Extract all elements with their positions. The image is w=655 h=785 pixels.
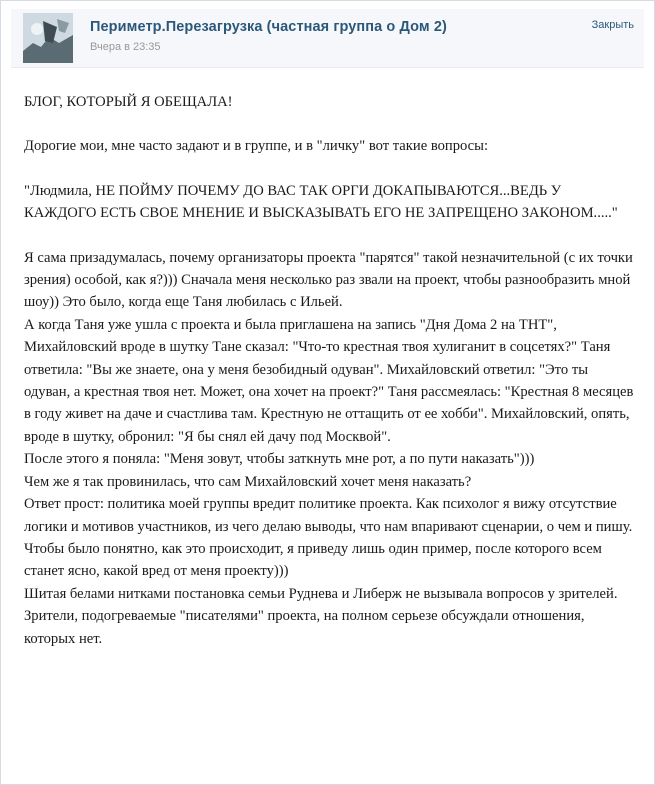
post-paragraph: А когда Таня уже ушла с проекта и была приглашена на запись "Дня Дома 2 на ТНТ", Михайловский вроде в шутку Тане сказал: "Что-то крестная твоя хулиганит в соцсетях?" Таня ответила: "Вы же знаете, она у меня безобидный одуван". Михайловский ответил: "Это ты одуван, а крестная твоя нет. Может, она хочет на проект?" Таня рассмеялась: "Крестная 8 месяцев в году живет на даче и счастлива там. Крестную не оттащить от ее хобби". Михайловский, опять, вроде в шутку, обронил: "Я бы снял ей дачу под Москвой".	[24, 316, 634, 445]
post-header	[11, 9, 644, 68]
post-paragraph: После этого я поняла: "Меня зовут, чтобы заткнуть мне рот, а по пути наказать")))	[24, 451, 535, 468]
post-paragraph: Чем же я так провинилась, что сам Михайловский хочет меня наказать?	[24, 473, 472, 490]
post-paragraph: Чтобы было понятно, как это происходит, я приведу лишь один пример, после которого всем станет ясно, какой вред от меня проекту)))	[24, 540, 602, 580]
post-timestamp[interactable]: Вчера в 23:35	[90, 41, 161, 53]
post-body	[24, 91, 634, 650]
group-title[interactable]: Периметр.Перезагрузка (частная группа о Дом 2)	[90, 19, 447, 35]
post-quote: "Людмила, НЕ ПОЙМУ ПОЧЕМУ ДО ВАС ТАК ОРГИ ДОКАПЫВАЮТСЯ...ВЕДЬ У КАЖДОГО ЕСТЬ СВОЕ МНЕНИЕ И ВЫСКАЗЫВАТЬ ЕГО НЕ ЗАПРЕЩЕНО ЗАКОНОМ....."	[24, 182, 618, 222]
post-paragraph: Ответ прост: политика моей группы вредит политике проекта. Как психолог я вижу отсутствие логики и мотивов участников, из чего делаю выводы, что нам впаривают сценарии, о чем и пишу.	[24, 496, 633, 535]
close-button[interactable]: Закрыть	[591, 19, 634, 31]
group-avatar-icon[interactable]	[23, 13, 73, 63]
post-paragraph: Я сама призадумалась, почему организаторы проекта "парятся" такой незначительной (с их точки зрения) особой, как я?))) Сначала меня несколько раз звали на проект, чтобы разнообразить мной шоу)) Это было, когда еще Таня любилась с Ильей.	[24, 249, 633, 311]
post-heading: БЛОГ, КОТОРЫЙ Я ОБЕЩАЛА!	[24, 94, 233, 110]
post-paragraph: Шитая белами нитками постановка семьи Руднева и Либерж не вызывала вопросов у зрителей. Зрители, подогреваемые "писателями" проекта, на полном серьезе обсуждали отношения, которых нет.	[24, 585, 618, 647]
post-intro: Дорогие мои, мне часто задают и в группе, и в "личку" вот такие вопросы:	[24, 138, 489, 155]
